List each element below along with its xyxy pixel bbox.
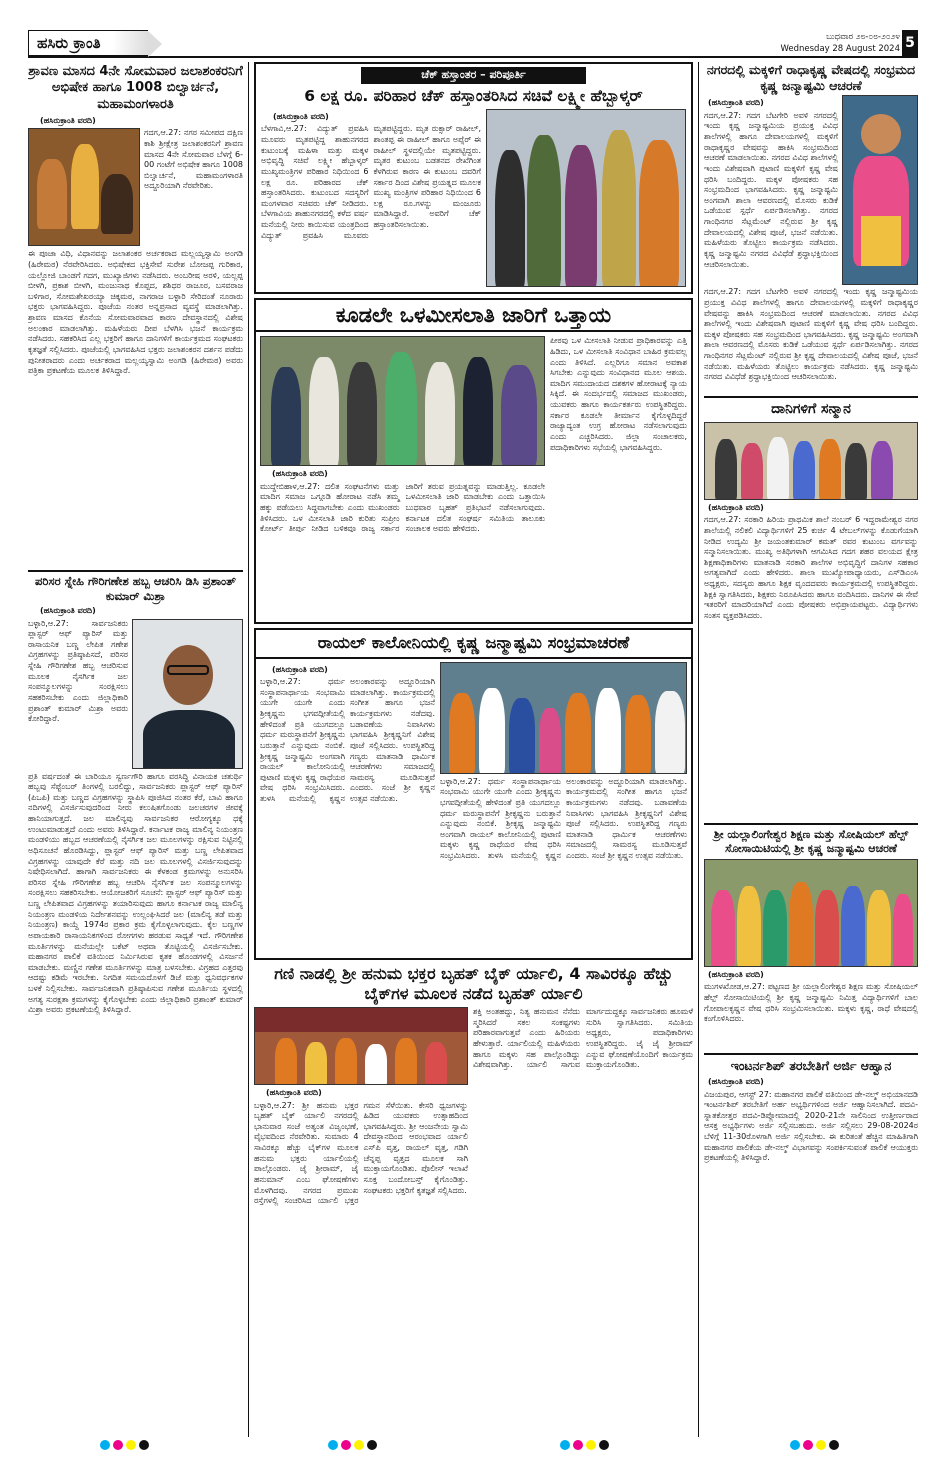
article-body: ಬಳ್ಳಾರಿ,ಆ.27: ಸಾರ್ವಜನಿಕರು ಪ್ಲಾಸ್ಟರ್ ಆಫ್ ಪ್ಯಾರಿಸ್ ಮತ್ತು ರಾಸಾಯನಿಕ ಬಣ್ಣ ಲೇಪಿತ ಗಣೇಶ ವಿಗ್ರಹಗಳನ್ನು ಪ್ರತಿಷ್ಠಾಪಿಸದೆ, ಪರಿಸರ ಸ್ನೇಹಿ ಗೌರಿಗಣೇಶ ಹಬ್ಬ ಆಚರಿಸುವ ಮೂಲಕ ನೈಸರ್ಗಿಕ ಜಲ ಸಂಪನ್ಮೂಲಗಳನ್ನು ಸಂರಕ್ಷಿಸಲು ಸಹಕರಿಸಬೇಕು ಎಂದು ಜಿಲ್ಲಾಧಿಕಾರಿ ಪ್ರಶಾಂತ್ ಕುಮಾರ್ ಮಿಶ್ರಾ ಅವರು ಕೋರಿದ್ದಾರೆ. [28,618,128,724]
children-costume-photo [704,859,918,967]
column-right [704,62,918,1437]
column-center [254,62,693,1437]
article-box-cheque [254,62,693,294]
article-box-reservation [254,298,693,624]
registration-marks [328,1440,377,1450]
headline-cheque: 6 ಲಕ್ಷ ರೂ. ಪರಿಹಾರ ಚೆಕ್ ಹಸ್ತಾಂತರಿಸಿದ ಸಚಿವೆ ಲಕ್ಷ್ಮೀ ಹೆಬ್ಬಾಳ್ಕರ್ [304,86,643,105]
byline: (ಹಸಿರುಕ್ರಾಂತಿ ವರದಿ) [708,98,764,108]
date-block [780,31,900,55]
article-body: ಪ್ರತಿ ವರ್ಷದಂತೆ ಈ ಬಾರಿಯೂ ಸ್ವರ್ಣಗೌರಿ ಹಾಗೂ ವರಸಿದ್ಧಿ ವಿನಾಯಕ ಚತುರ್ಥಿ ಹಬ್ಬವು ಸೆಪ್ಟೆಂಬರ್ ತಿಂಗಳಲ್ಲಿ ಬರಲಿದ್ದು, ಸಾರ್ವಜನಿಕರು ಪ್ಲಾಸ್ಟರ್ ಆಫ್ ಪ್ಯಾರಿಸ್ (ಪಿಒಪಿ) ಮತ್ತು ಬಣ್ಣದ ವಿಗ್ರಹಗಳನ್ನು ಸ್ಥಾಪಿಸಿ ಪೂಜಿಸಿದ ನಂತರ ಕೆರೆ, ಬಾವಿ ಹಾಗೂ ನದಿಗಳಲ್ಲಿ ವಿಸರ್ಜಿಸುವುದರಿಂದ ನೀರು ಕಲುಷಿತಗೊಂಡು ಜಲಚರಗಳ ಜೀವಕ್ಕೆ ಹಾನಿಯಾಗುತ್ತದೆ. ಜಲ ಮಾಲಿನ್ಯವು ಸಾರ್ವಜನಿಕರ ಆರೋಗ್ಯಕ್ಕೂ ಧಕ್ಕೆ ಉಂಟುಮಾಡುತ್ತದೆ ಎಂದು ಅವರು ತಿಳಿಸಿದ್ದಾರೆ. ಕರ್ನಾಟಕ ರಾಜ್ಯ ಮಾಲಿನ್ಯ ನಿಯಂತ್ರಣ ಮಂಡಳಿಯು ಹಬ್ಬದ ಆಚರಣೆಯಲ್ಲಿ ನೈಸರ್ಗಿಕ ಜಲ ಮೂಲಗಳನ್ನು ರಕ್ಷಿಸುವ ನಿಟ್ಟಿನಲ್ಲಿ ಅಧಿಸೂಚನೆ ಹೊರಡಿಸಿದ್ದು, ಪ್ಲಾಸ್ಟರ್ ಆಫ್ ಪ್ಯಾರಿಸ್ ಮತ್ತು ಬಣ್ಣ ಲೇಪಿತವಾದ ವಿಗ್ರಹಗಳನ್ನು ಯಾವುದೇ ಕೆರೆ ಮತ್ತು ನದಿ ಜಲ ಮೂಲಗಳಲ್ಲಿ ವಿಸರ್ಜಿಸುವುದನ್ನು ನಿಷೇಧಿಸಲಾಗಿದೆ. ಹಾಗಾಗಿ ಸಾರ್ವಜನಿಕರು ಈ ಕೆಳಕಂಡ ಕ್ರಮಗಳನ್ನು ಅನುಸರಿಸಿ ಪರಿಸರ ಸ್ನೇಹಿ ಗೌರಿಗಣೇಶ ಹಬ್ಬ ಆಚರಿಸಿ ನೈಸರ್ಗಿಕ ಜಲ ಸಂಪನ್ಮೂಲಗಳನ್ನು ಸಂರಕ್ಷಿಸಲು ಸಹಕರಿಸಬೇಕು. ಆಯೋಜಕರಿಗೆ ಸೂಚನೆ: ಪ್ಲಾಸ್ಟರ್ ಆಫ್ ಪ್ಯಾರಿಸ್ ಮತ್ತು ಬಣ್ಣ ಲೇಪಿತವಾದ ವಿಗ್ರಹಗಳನ್ನು ತಯಾರಿಸುವುದು ಹಾಗೂ ಕರ್ನಾಟಕ ರಾಜ್ಯ ಮಾಲಿನ್ಯ ನಿಯಂತ್ರಣ ಮಂಡಳಿಯ ನಿರ್ದೇಶನವನ್ನು ಉಲ್ಲಂಘಿಸಿದರೆ ಜಲ (ಮಾಲಿನ್ಯ ತಡೆ ಮತ್ತು ನಿಯಂತ್ರಣ) ಕಾಯ್ದೆ 1974ರ ಪ್ರಕಾರ ಕ್ರಮ ಕೈಗೊಳ್ಳಲಾಗುವುದು. ಕೈಲ ಬಣ್ಣಗಳ ಅಪಾಯಕಾರಿ ರಾಸಾಯನಿಕಗಳಿಂದ ರೋಗಗಳು ಹರಡುವ ಸಾಧ್ಯತೆ ಇದೆ. ಗೌರಿಗಣೇಶ ಮೂರ್ತಿಗಳನ್ನು ಮನೆಯಲ್ಲೇ ಬಕೆಟ್ ಅಥವಾ ತೊಟ್ಟಿಯಲ್ಲಿ ವಿಸರ್ಜಿಸಬೇಕು. ಮಹಾನಗರ ಪಾಲಿಕೆ ವತಿಯಿಂದ ನಿರ್ಮಿಸಿರುವ ಕೃತಕ ಹೊಂಡಗಳಲ್ಲಿ ವಿಸರ್ಜನೆ ಮಾಡಬೇಕು. ಮಣ್ಣಿನ ಗಣೇಶ ಮೂರ್ತಿಗಳನ್ನು ಮಾತ್ರ ಬಳಸಬೇಕು. ವಿಗ್ರಹದ ಎತ್ತರವು ಆದಷ್ಟು ಕಡಿಮೆ ಇರಬೇಕು. ನಿಗದಿತ ಸಮಯದೊಳಗೆ ಡಿಜೆ ಮತ್ತು ಧ್ವನಿವರ್ಧಕಗಳ ಬಳಕೆ ನಿಲ್ಲಿಸಬೇಕು. ಸಾರ್ವಜನಿಕವಾಗಿ ಪ್ರತಿಷ್ಠಾಪಿಸುವ ಗಣೇಶ ಮೂರ್ತಿಯ ಸ್ಥಳದಲ್ಲಿ ಅಗತ್ಯ ಸುರಕ್ಷತಾ ಕ್ರಮಗಳನ್ನು ಕೈಗೊಳ್ಳಬೇಕು ಎಂದು ಜಿಲ್ಲಾಧಿಕಾರಿ ಪ್ರಶಾಂತ್ ಕುಮಾರ್ ಮಿಶ್ರಾ ಅವರು ಪ್ರಕಟಣೆಯಲ್ಲಿ ತಿಳಿಸಿದ್ದಾರೆ. [28,771,243,1015]
headline-donors: ದಾನಿಗಳಿಗೆ ಸನ್ಮಾನ [771,401,851,418]
dc-portrait-photo [132,619,243,769]
article-body: ವಿಜಯಪುರ, ಆಗಸ್ಟ್ 27: ಮಹಾನಗರ ಪಾಲಿಕೆ ವತಿಯಿಂದ ಡೇ-ನಲ್ಮ್ ಅಭಿಯಾನದಡಿ ಇಂಟರ್ನಶಿಪ್ ತರಬೇತಿಗೆ ಅರ್ಹ ಅಭ್ಯರ್ಥಿಗಳಿಂದ ಅರ್ಜಿ ಆಹ್ವಾನಿಸಲಾಗಿದೆ. ಪದವಿ-ಸ್ನಾತಕೋತ್ತರ ಪದವಿ-ಡಿಪ್ಲೋಮಾದಲ್ಲಿ 2020-21ನೇ ಸಾಲಿನಿಂದ ಉತ್ತೀರ್ಣರಾದ ಆಸಕ್ತ ಅಭ್ಯರ್ಥಿಗಳು ಅರ್ಜಿ ಸಲ್ಲಿಸಬಹುದು. ಅರ್ಜಿ ಸಲ್ಲಿಸಲು 29-08-2024ರ ಬೆಳಿಗ್ಗೆ 11-30ರೊಳಗಾಗಿ ಅರ್ಜಿ ಸಲ್ಲಿಸಬೇಕು. ಈ ಕುರಿತಂತೆ ಹೆಚ್ಚಿನ ಮಾಹಿತಿಗಾಗಿ ಮಹಾನಗರ ಪಾಲಿಕೆಯ ಡೇ-ನಲ್ಮ್ ವಿಭಾಗವನ್ನು ಸಂಪರ್ಕಿಸುವಂತೆ ಪಾಲಿಕೆ ಆಯುಕ್ತರು ಪ್ರಕಟಣೆಯಲ್ಲಿ ತಿಳಿಸಿದ್ದಾರೆ. [704,1089,918,1163]
kicker: ಚೆಕ್ ಹಸ್ತಾಂತರ – ಪರಿಪೂರ್ತಿ [361,67,586,84]
article-body: ಗದಗ,ಆ.27: ನಗರ ಸಮೀಪದ ದಕ್ಷಿಣ ಕಾಶಿ ಶ್ರೀಕ್ಷೇತ್ರ ಜಲಾಶಂಕರನಿಗೆ ಶ್ರಾವಣ ಮಾಸದ 4ನೇ ಸೋಮವಾರ ಬೆಳಗ್ಗೆ 6-00 ಗಂಟೆಗೆ ಅಭಿಷೇಕ ಹಾಗೂ 1008 ಬಿಲ್ವಾರ್ಚನೆ, ಮಹಾಮಂಗಳಾರತಿ ಅದ್ದೂರಿಯಾಗಿ ನೆರವೇರಿತು. [144,128,243,191]
donors-felicitation-photo [704,422,918,500]
registration-marks [100,1440,149,1450]
article-body: ಗದಗ,ಆ.27: ಗದಗ ಬೆಟಗೇರಿ ಅವಳಿ ನಗರದಲ್ಲಿ ಇಂದು ಕೃಷ್ಣ ಜನ್ಮಾಷ್ಟಮಿಯ ಪ್ರಯುಕ್ತ ವಿವಿಧ ಶಾಲೆಗಳಲ್ಲಿ ಹಾಗೂ ದೇವಾಲಯಗಳಲ್ಲಿ ಮಕ್ಕಳಿಗೆ ರಾಧಾಕೃಷ್ಣರ ವೇಷವನ್ನು ಹಾಕಿಸಿ ಸಂಭ್ರಮದಿಂದ ಆಚರಣೆ ಮಾಡಲಾಯಿತು. ನಗರದ ವಿವಿಧ ಶಾಲೆಗಳಲ್ಲಿ ಇಂದು ವಿಶೇಷವಾಗಿ ಪುಟಾಣಿ ಮಕ್ಕಳಿಗೆ ಕೃಷ್ಣ ವೇಷ ಧರಿಸಿ ಬಂದಿದ್ದರು. ಮಕ್ಕಳ ಪೋಷಕರು ಸಹ ಸಂಭ್ರಮದಿಂದ ಭಾಗವಹಿಸಿದರು. ಕೃಷ್ಣ ಜನ್ಮಾಷ್ಟಮಿ ಅಂಗವಾಗಿ ಶಾಲಾ ಆವರಣದಲ್ಲಿ ಮೊಸರು ಕುಡಿಕೆ ಒಡೆಯುವ ಸ್ಪರ್ಧೆ ಏರ್ಪಡಿಸಲಾಗಿತ್ತು. ನಗರದ ಗಾಂಧಿನಗರ ಸೆಟ್ಲಮೆಂಟ್ ನಲ್ಲಿರುವ ಶ್ರೀ ಕೃಷ್ಣ ದೇವಾಲಯದಲ್ಲಿ ವಿಶೇಷ ಪೂಜೆ, ಭಜನೆ ನಡೆಯಿತು. ಮಹಿಳೆಯರು ತೊಟ್ಟಿಲು ಕಾರ್ಯಕ್ರಮ ನಡೆಸಿದರು. ಕೃಷ್ಣ ಜನ್ಮಾಷ್ಟಮಿ ನಗರದ ವಿವಿಧೆಡೆ ಶ್ರದ್ಧಾಭಕ್ತಿಯಿಂದ ಆಚರಿಸಲಾಯಿತು. [704,287,918,382]
date-kannada: ಬುಧವಾರ ೨೮-೦೮-೨೦೨೪ [826,32,900,42]
column-rule [248,62,249,1437]
headline-eco-ganesha: ಪರಿಸರ ಸ್ನೇಹಿ ಗೌರಿಗಣೇಶ ಹಬ್ಬ ಆಚರಿಸಿ ಡಿಸಿ ಪ್ರಶಾಂತ್ ಕುಮಾರ್ ಮಿಶ್ರಾ [35,574,236,603]
article-body: ಪೀಠವು ಒಳ ಮೀಸಲಾತಿ ನೀಡುವ ಪ್ರಾಧಿಕಾರವನ್ನು ಎತ್ತಿ ಹಿಡಿದು, ಒಳ ಮೀಸಲಾತಿ ಸಂವಿಧಾನ ಬಾಹಿರ ಕ್ರಮವಲ್ಲ ಎಂದು ತಿಳಿಸಿದೆ. ಎಲ್ಲರಿಗೂ ಸಮಾನ ಅವಕಾಶ ಸಿಗಬೇಕು ಎನ್ನುವುದು ಸಂವಿಧಾನದ ಮೂಲ ಆಶಯ. ಮಾದಿಗ ಸಮುದಾಯದ ದಶಕಗಳ ಹೋರಾಟಕ್ಕೆ ನ್ಯಾಯ ಸಿಕ್ಕಿದೆ. ಈ ಸಂದರ್ಭದಲ್ಲಿ ಸಮಾಜದ ಮುಖಂಡರು, ಯುವಕರು ಹಾಗೂ ಕಾರ್ಯಕರ್ತರು ಉಪಸ್ಥಿತರಿದ್ದರು. ಸರ್ಕಾರ ಕೂಡಲೇ ತೀರ್ಮಾನ ಕೈಗೊಳ್ಳದಿದ್ದರೆ ರಾಜ್ಯಾದ್ಯಂತ ಉಗ್ರ ಹೋರಾಟ ನಡೆಸಲಾಗುವುದು ಎಂದು ಎಚ್ಚರಿಸಿದರು. ಜಿಲ್ಲಾ ಸಂಚಾಲಕರು, ಪದಾಧಿಕಾರಿಗಳು ಸಭೆಯಲ್ಲಿ ಭಾಗವಹಿಸಿದ್ದರು. [550,336,687,452]
krishna-costume-photo [842,95,918,285]
article-body: ಬೆಳಗಾವಿ,ಆ.27: ವಿದ್ಯುತ್ ಪ್ರವಹಿಸಿ ಮೂವರು ಮೃತಪಟ್ಟಿದ್ದ ಶಾಹುನಗರದ ಕುಟುಂಬಕ್ಕೆ ಮಹಿಳಾ ಮತ್ತು ಮಕ್ಕಳ ಅಭಿವೃದ್ಧಿ ಸಚಿವೆ ಲಕ್ಷ್ಮೀ ಹೆಬ್ಬಾಳ್ಕರ್ ಮುಖ್ಯಮಂತ್ರಿಗಳ ಪರಿಹಾರ ನಿಧಿಯಿಂದ 6 ಲಕ್ಷ ರೂ. ಪರಿಹಾರದ ಚೆಕ್ ಹಸ್ತಾಂತರಿಸಿದರು. ಕುಟುಂಬದ ಸದಸ್ಯರಿಗೆ ಮಂಗಳವಾರ ಸಚಿವರು ಚೆಕ್ ನೀಡಿದರು. ಬೆಳಗಾವಿಯ ಶಾಹುನಗರದಲ್ಲಿ ಕಳೆದ ವರ್ಷ ಮನೆಯಲ್ಲಿ ನೀರು ಕಾಯಿಸುವ ಯಂತ್ರದಿಂದ ವಿದ್ಯುತ್ ಪ್ರವಹಿಸಿ ಮೂವರು ಮೃತಪಟ್ಟಿದ್ದರು. ಮೃತ ರುಕ್ಸಾರ್ ರಾಹೀಲ್, ಶಾಂತಪ್ಪ ಈ ರಾಹೀಲ್ ಹಾಗೂ ಅಪ್ಸೆರ್ ಈ ರಾಹೀಲ್ ಸ್ಥಳದಲ್ಲಿಯೇ ಮೃತಪಟ್ಟಿದ್ದರು. ಮೃತರ ಕುಟುಂಬ ಬಡತನದ ರೇಖೆಗಿಂತ ಕೆಳಗಿರುವ ಕಾರಣ ಈ ಕುಟುಂಬ ದವರಿಗೆ ಸರ್ಕಾರ ದಿಂದ ವಿಶೇಷ ಪ್ರಯತ್ನದ ಮೂಲಕ ಮುಖ್ಯ ಮಂತ್ರಿಗಳ ಪರಿಹಾರ ನಿಧಿಯಿಂದ 6 ಲಕ್ಷ ರೂ.ಗಳನ್ನು ಮಂಜೂರು ಮಾಡಿಸಿದ್ದಾರೆ. ಅವರಿಗೆ ಚೆಕ್ ಹಸ್ತಾಂತರಿಸಲಾಯಿತು. [261,124,481,240]
page-number: 5 [902,30,918,56]
protest-group-photo [260,336,545,466]
headline-bike-rally: ಗಣಿ ನಾಡಲ್ಲಿ ಶ್ರೀ ಹನುಮ ಭಕ್ತರ ಬೃಹತ್ ಬೈಕ್ ರ್ಯಾಲಿ, 4 ಸಾವಿರಕ್ಕೂ ಹೆಚ್ಚು ಬೈಕ್‌ಗಳ ಮೂಲಕ ನಡೆದ ಬೃಹತ್ ರ್ಯಾಲಿ [274,964,673,1003]
article-body: ಈ ಪೂಜಾ ವಿಧಿ, ವಿಧಾನವನ್ನು ಜಲಾಶಂಕರ ಅರ್ಚಕರಾದ ಮಲ್ಲಯ್ಯಸ್ವಾಮಿ ಅಂಗಡಿ (ಹಿರೇಮಠ) ನೆರವೇರಿಸಿದರು. ಅಭಿಷೇಕದ ಭಕ್ತಿಸೇವೆ ಸುರೇಶ ಬೋಜಪ್ಪ ಗುರಿಕಾರ, ಯಲ್ಲೋಜಿ ಬಾಂಡಗೆ ಗದಗ, ಮುಖ್ಯಾಜಿಗಳು ನಡೆಸಿದರು. ಅಂಬರೀಷ ಅರಳಿ, ಯಲ್ಲಪ್ಪ ಬೀಳಗಿ, ಪ್ರಕಾಶ ಬೀಳಗಿ, ಮಂಜುನಾಥ ಕೊಪ್ಪದ, ಶಶಿಧರ ರಾಜೂರ, ಬಸವರಾಜ ಬಳಿಗಾರ, ಸೋಮಶೇಖರಯ್ಯಾ ಚಿಕ್ಕಮಠ, ನಾಗರಾಜ ಬಳ್ಳಾರಿ ಸೇರಿದಂತೆ ನೂರಾರು ಭಕ್ತರು ಭಾಗವಹಿಸಿದ್ದರು. ಪೂಜೆಯ ನಂತರ ಅನ್ನಪ್ರಸಾದ ವ್ಯವಸ್ಥೆ ಮಾಡಲಾಗಿತ್ತು. ಶ್ರಾವಣ ಮಾಸದ ಕೊನೆಯ ಸೋಮವಾರವಾದ ಕಾರಣ ದೇವಸ್ಥಾನದಲ್ಲಿ ವಿಶೇಷ ಅಲಂಕಾರ ಮಾಡಲಾಗಿತ್ತು. ಮಹಿಳೆಯರು ದೀಪ ಬೆಳಗಿಸಿ ಭಜನೆ ಕಾರ್ಯಕ್ರಮ ನಡೆಸಿದರು. ಸಹಕರಿಸಿದ ಎಲ್ಲ ಭಕ್ತರಿಗೆ ಹಾಗೂ ದಾನಿಗಳಿಗೆ ಕಾರ್ಯಕ್ರಮದ ಸಂಘಟಕರು ಕೃತಜ್ಞತೆ ಸಲ್ಲಿಸಿದರು. ಪೂಜೆಯಲ್ಲಿ ಭಾಗವಹಿಸಿದ ಭಕ್ತರು ಜಲಾಶಂಕರನ ದರ್ಶನ ಪಡೆದು ಪುನೀತರಾದರು ಎಂದು ಅರ್ಚಕರಾದ ಮಲ್ಲಯ್ಯಸ್ವಾಮಿ ಅಂಗಡಿ (ಹಿರೇಮಠ) ಅವರು ಪತ್ರಿಕಾ ಪ್ರಕಟಣೆಯ ಮೂಲಕ ತಿಳಿಸಿದ್ದಾರೆ. [28,249,243,376]
byline: (ಹಸಿರುಕ್ರಾಂತಿ ವರದಿ) [708,502,764,512]
byline: (ಹಸಿರುಕ್ರಾಂತಿ ವರದಿ) [708,1076,764,1086]
cheque-handover-photo [486,109,686,287]
headline-internship: ಇಂಟರ್ನಶಿಪ್ ತರಬೇತಿಗೆ ಅರ್ಜಿ ಆಹ್ವಾನ [730,1058,892,1074]
article-bike-rally [254,964,693,1353]
article-body: ಗದಗ,ಆ.27: ಗದಗ ಬೆಟಗೇರಿ ಅವಳಿ ನಗರದಲ್ಲಿ ಇಂದು ಕೃಷ್ಣ ಜನ್ಮಾಷ್ಟಮಿಯ ಪ್ರಯುಕ್ತ ವಿವಿಧ ಶಾಲೆಗಳಲ್ಲಿ ಹಾಗೂ ದೇವಾಲಯಗಳಲ್ಲಿ ಮಕ್ಕಳಿಗೆ ರಾಧಾಕೃಷ್ಣರ ವೇಷವನ್ನು ಹಾಕಿಸಿ ಸಂಭ್ರಮದಿಂದ ಆಚರಣೆ ಮಾಡಲಾಯಿತು. ನಗರದ ವಿವಿಧ ಶಾಲೆಗಳಲ್ಲಿ ಇಂದು ವಿಶೇಷವಾಗಿ ಪುಟಾಣಿ ಮಕ್ಕಳಿಗೆ ಕೃಷ್ಣ ವೇಷ ಧರಿಸಿ ಬಂದಿದ್ದರು. ಮಕ್ಕಳ ಪೋಷಕರು ಸಹ ಸಂಭ್ರಮದಿಂದ ಭಾಗವಹಿಸಿದರು. ಕೃಷ್ಣ ಜನ್ಮಾಷ್ಟಮಿ ಅಂಗವಾಗಿ ಶಾಲಾ ಆವರಣದಲ್ಲಿ ಮೊಸರು ಕುಡಿಕೆ ಒಡೆಯುವ ಸ್ಪರ್ಧೆ ಏರ್ಪಡಿಸಲಾಗಿತ್ತು. ನಗರದ ಗಾಂಧಿನಗರ ಸೆಟ್ಲಮೆಂಟ್ ನಲ್ಲಿರುವ ಶ್ರೀ ಕೃಷ್ಣ ದೇವಾಲಯದಲ್ಲಿ ವಿಶೇಷ ಪೂಜೆ, ಭಜನೆ ನಡೆಯಿತು. ಮಹಿಳೆಯರು ತೊಟ್ಟಿಲು ಕಾರ್ಯಕ್ರಮ ನಡೆಸಿದರು. ಕೃಷ್ಣ ಜನ್ಮಾಷ್ಟಮಿ ನಗರದ ವಿವಿಧೆಡೆ ಶ್ರದ್ಧಾಭಕ್ತಿಯಿಂದ ಆಚರಿಸಲಾಯಿತು. [704,110,838,269]
byline: (ಹಸಿರುಕ್ರಾಂತಿ ವರದಿ) [272,469,328,479]
byline: (ಹಸಿರುಕ್ರಾಂತಿ ವರದಿ) [40,115,96,125]
headline-reservation: ಕೂಡಲೇ ಒಳಮೀಸಲಾತಿ ಜಾರಿಗೆ ಒತ್ತಾಯ [256,300,691,332]
headline-royal-colony: ರಾಯಲ್ ಕಾಲೋನಿಯಲ್ಲಿ ಕೃಷ್ಣ ಜನ್ಮಾಷ್ಟಮಿ ಸಂಭ್ರಮಾಚರಣೆ [256,630,691,659]
article-box-janmashtami [254,628,693,960]
column-left [28,62,243,1437]
temple-photo [28,128,140,246]
byline: (ಹಸಿರುಕ್ರಾಂತಿ ವರದಿ) [266,1088,322,1097]
byline: (ಹಸಿರುಕ್ರಾಂತಿ ವರದಿ) [272,664,328,674]
article-body: ಮುಗಳಖೋಡ,ಆ.27: ಪಟ್ಟಣದ ಶ್ರೀ ಯಲ್ಲಾಲಿಂಗೇಶ್ವರ ಶಿಕ್ಷಣ ಮತ್ತು ಸೋಷಿಯಲ್ ಹೆಲ್ಪ್ ಸೋಸಾಯಿಟಿಯಲ್ಲಿ ಶ್ರೀ ಕೃಷ್ಣ ಜನ್ಮಾಷ್ಟಮಿ ನಿಮಿತ್ತ ವಿದ್ಯಾರ್ಥಿಗಳಿಗೆ ಬಾಲ ಗೋಪಾಲಕೃಷ್ಣನ ವೇಷ ಧರಿಸಿ ಸಂಭ್ರಮಿಸಲಾಯಿತು. ಮಕ್ಕಳು ಕೃಷ್ಣ, ರಾಧೆ ವೇಷದಲ್ಲಿ ಕಂಗೊಳಿಸಿದರು. [704,982,918,1024]
janmashtami-group-photo [440,662,687,774]
byline: (ಹಸಿರುಕ್ರಾಂತಿ ವರದಿ) [40,606,96,616]
article-body: ಬಳ್ಳಾರಿ,ಆ.27: ಶ್ರೀ ಹನುಮ ಭಕ್ತರ ಬೃಹತ್ ಬೈಕ್ ರ್ಯಾಲಿ ನಗರದಲ್ಲಿ ಭಾನುವಾರ ಸಂಜೆ ಅತ್ಯಂತ ವಿಜೃಂಭಣೆ, ವೈಭವದಿಂದ ನೆರವೇರಿತು. ಸುಮಾರು 4 ಸಾವಿರಕ್ಕೂ ಹೆಚ್ಚು ಬೈಕ್‌ಗಳ ಮೂಲಕ ಹನುಮ ಭಕ್ತರು ರ್ಯಾಲಿಯಲ್ಲಿ ಪಾಲ್ಗೊಂಡರು. ಜೈ ಶ್ರೀರಾಮ್, ಜೈ ಹನುಮಾನ್ ಎಂಬ ಘೋಷಣೆಗಳು ಮೊಳಗಿದವು. ನಗರದ ಪ್ರಮುಖ ರಸ್ತೆಗಳಲ್ಲಿ ಸಂಚರಿಸಿದ ರ್ಯಾಲಿ ಭಕ್ತರ ಗಮನ ಸೆಳೆಯಿತು. ಕೇಸರಿ ಧ್ವಜಗಳನ್ನು ಹಿಡಿದ ಯುವಕರು ಉತ್ಸಾಹದಿಂದ ಭಾಗವಹಿಸಿದ್ದರು. ಶ್ರೀ ಆಂಜನೇಯ ಸ್ವಾಮಿ ದೇವಸ್ಥಾನದಿಂದ ಆರಂಭವಾದ ರ್ಯಾಲಿ ಎಸ್‌ಪಿ ವೃತ್ತ, ರಾಯಲ್ ವೃತ್ತ, ಗಡಿಗಿ ಚೆನ್ನಪ್ಪ ವೃತ್ತದ ಮೂಲಕ ಸಾಗಿ ಮುಕ್ತಾಯಗೊಂಡಿತು. ಪೊಲೀಸ್ ಇಲಾಖೆ ಸೂಕ್ತ ಬಂದೋಬಸ್ತ್ ಕೈಗೊಂಡಿತ್ತು. ಸಂಘಟಕರು ಭಕ್ತರಿಗೆ ಕೃತಜ್ಞತೆ ಸಲ್ಲಿಸಿದರು. [254,1100,468,1206]
registration-marks [790,1440,839,1450]
page-header [28,30,918,58]
registration-marks [560,1440,609,1450]
article-body: ಗದಗ,ಆ.27: ಸರಕಾರಿ ಹಿರಿಯ ಪ್ರಾಥಮಿಕ ಶಾಲೆ ನಂಬರ್ 6 ಇದ್ದರಾಮೇಶ್ವರ ನಗರ ಶಾಲೆಯಲ್ಲಿ ನಲಿಕಲಿ ವಿದ್ಯಾರ್ಥಿಗಳಿಗೆ 25 ಕುರ್ಚಿ 4 ಟೇಬಲ್‌ಗಳನ್ನು ಕೊಡುಗೆಯಾಗಿ ನೀಡಿದ ಉದ್ಯಮಿ ಶ್ರೀ ಜಯಂತಕುಮಾರ್ ಕಮತ್ ರವರ ಕುಟುಂಬ ವರ್ಗವನ್ನು ಸನ್ಮಾನಿಸಲಾಯಿತು. ಮುಖ್ಯ ಅತಿಥಿಗಳಾಗಿ ಆಗಮಿಸಿದ ಗದಗ ಶಹರ ವಲಯದ ಕ್ಷೇತ್ರ ಶಿಕ್ಷಣಾಧಿಕಾರಿಗಳು ಮಾತನಾಡಿ ಸರಕಾರಿ ಶಾಲೆಗಳ ಅಭಿವೃದ್ಧಿಗೆ ದಾನಿಗಳ ಸಹಕಾರ ಅಗತ್ಯವಾಗಿದೆ ಎಂದು ಹೇಳಿದರು. ಶಾಲಾ ಮುಖ್ಯೋಪಾಧ್ಯಾಯರು, ಎಸ್‌ಡಿಎಂಸಿ ಅಧ್ಯಕ್ಷರು, ಸದಸ್ಯರು ಹಾಗೂ ಶಿಕ್ಷಕ ವೃಂದದವರು ಕಾರ್ಯಕ್ರಮದಲ್ಲಿ ಉಪಸ್ಥಿತರಿದ್ದರು. ಶಿಕ್ಷಕಿ ಸ್ವಾಗತಿಸಿದರು, ಶಿಕ್ಷಕರು ನಿರೂಪಿಸಿದರು ಹಾಗೂ ವಂದಿಸಿದರು. ದಾನಿಗಳ ಈ ಸೇವೆ ಇತರರಿಗೆ ಮಾದರಿಯಾಗಿದೆ ಎಂದು ಪೋಷಕರು ಅಭಿಪ್ರಾಯಪಟ್ಟರು. ವಿದ್ಯಾರ್ಥಿಗಳು ಸಂತಸ ವ್ಯಕ್ತಪಡಿಸಿದರು. [704,515,918,620]
article-body: ಬಳ್ಳಾರಿ,ಆ.27: ಧರ್ಮ ಸಂಸ್ಥಾಪನಾರ್ಥಾಯ ಸಂಭವಾಮಿ ಯುಗೇ ಯುಗೇ ಎಂದು ಶ್ರೀಕೃಷ್ಣನು ಭಗವದ್ಗೀತೆಯಲ್ಲಿ ಹೇಳಿದಂತೆ ಪ್ರತಿ ಯುಗದಲ್ಲೂ ಧರ್ಮ ಮರುಸ್ಥಾಪನೆಗೆ ಶ್ರೀಕೃಷ್ಣನು ಬರುತ್ತಾನೆ ಎನ್ನುವುದು ನಂಬಿಕೆ. ಶ್ರೀಕೃಷ್ಣ ಜನ್ಮಾಷ್ಟಮಿ ಅಂಗವಾಗಿ ರಾಯಲ್ ಕಾಲೋನಿಯಲ್ಲಿ ಪುಟಾಣಿ ಮಕ್ಕಳು ಕೃಷ್ಣ ರಾಧೆಯರ ವೇಷ ಧರಿಸಿ ಸಂಭ್ರಮಿಸಿದರು. ತುಳಸಿ ಮನೆಯಲ್ಲಿ ಕೃಷ್ಣನ ಅಲಂಕಾರವನ್ನು ಅದ್ದೂರಿಯಾಗಿ ಮಾಡಲಾಗಿತ್ತು. ಕಾರ್ಯಕ್ರಮದಲ್ಲಿ ಸಂಗೀತ ಹಾಗೂ ಭಜನೆ ಕಾರ್ಯಕ್ರಮಗಳು ನಡೆದವು. ಬಡಾವಣೆಯ ನಿವಾಸಿಗಳು ಭಾಗವಹಿಸಿ ಶ್ರೀಕೃಷ್ಣನಿಗೆ ವಿಶೇಷ ಪೂಜೆ ಸಲ್ಲಿಸಿದರು. ಉಪಸ್ಥಿತರಿದ್ದ ಗಣ್ಯರು ಮಾತನಾಡಿ ಧಾರ್ಮಿಕ ಆಚರಣೆಗಳು ಸಮಾಜದಲ್ಲಿ ಸಾಮರಸ್ಯ ಮೂಡಿಸುತ್ತವೆ ಎಂದರು. ಸಂಜೆ ಶ್ರೀ ಕೃಷ್ಣನ ಉತ್ಸವ ನಡೆಯಿತು. [260,677,435,804]
date-english: Wednesday 28 August 2024 [780,44,900,54]
column-rule [698,62,699,1437]
article-body: ಶಕ್ತಿ ಅಂತಹದ್ದು, ನಿತ್ಯ ಹನುಮನ ನೆನೆದು ಸ್ಮರಿಸಿದರೆ ಸಕಲ ಸಂಕಷ್ಟಗಳು ಪರಿಹಾರವಾಗುತ್ತವೆ ಎಂದು ಹಿರಿಯರು ಹೇಳುತ್ತಾರೆ. ರ್ಯಾಲಿಯಲ್ಲಿ ಮಹಿಳೆಯರು ಹಾಗೂ ಮಕ್ಕಳು ಸಹ ಪಾಲ್ಗೊಂಡಿದ್ದು ವಿಶೇಷವಾಗಿತ್ತು. ರ್ಯಾಲಿ ಸಾಗುವ ಮಾರ್ಗದುದ್ದಕ್ಕೂ ಸಾರ್ವಜನಿಕರು ಹೂಮಳೆ ಸುರಿಸಿ ಸ್ವಾಗತಿಸಿದರು. ಸಮಿತಿಯ ಅಧ್ಯಕ್ಷರು, ಪದಾಧಿಕಾರಿಗಳು ಉಪಸ್ಥಿತರಿದ್ದರು. ಜೈ ಜೈ ಶ್ರೀರಾಮ್ ಎನ್ನುವ ಘೋಷಣೆಯೊಂದಿಗೆ ಕಾರ್ಯಕ್ರಮ ಮುಕ್ತಾಯಗೊಂಡಿತು. [473,1007,693,1070]
rally-stage-photo [254,1007,468,1085]
byline: (ಹಸಿರುಕ್ರಾಂತಿ ವರದಿ) [273,111,329,121]
headline-yallalingeshwara: ಶ್ರೀ ಯಲ್ಲಾಲಿಂಗೇಶ್ವರ ಶಿಕ್ಷಣ ಮತ್ತು ಸೋಷಿಯಲ್ ಹೆಲ್ಪ್ ಸೋಸಾಯಿಟಿಯಲ್ಲಿ ಶ್ರೀ ಕೃಷ್ಣ ಜನ್ಮಾಷ್ಟಮಿ ಆಚರಣೆ [713,828,909,856]
headline-radha-krishna: ನಗರದಲ್ಲಿ ಮಕ್ಕಳಿಗೆ ರಾಧಾಕೃಷ್ಣ ವೇಷದಲ್ಲಿ ಸಂಭ್ರಮದ ಕೃಷ್ಣ ಜನ್ಮಾಷ್ಟಮಿ ಆಚರಣೆ [706,62,916,93]
article-body: ಮುದ್ದೇಬಿಹಾಳ,ಆ.27: ದಲಿತ ಸಂಘಟನೆಗಳು ಮತ್ತು ಮಾದಿಗ ಸಮಾಜ ಒಗ್ಗೂಡಿ ಹೋರಾಟ ನಡೆಸಿ ತಮ್ಮ ಹಕ್ಕು ಪಡೆಯಲು ಸಿದ್ಧವಾಗಬೇಕು ಎಂದು ಮುಖಂಡರು ತಿಳಿಸಿದರು. ಒಳ ಮೀಸಲಾತಿ ಜಾರಿ ಕುರಿತು ಸುಪ್ರೀಂ ಕೋರ್ಟ್ ತೀರ್ಪು ನೀಡಿದ ಬಳಿಕವೂ ರಾಜ್ಯ ಸರ್ಕಾರ ಜಾರಿಗೆ ತರುವ ಪ್ರಯತ್ನವನ್ನು ಮಾಡುತ್ತಿಲ್ಲ. ಕೂಡಲೇ ಒಳಮೀಸಲಾತಿ ಜಾರಿ ಮಾಡಬೇಕು ಎಂದು ಒತ್ತಾಯಿಸಿ ಬುಧವಾರ ಬೃಹತ್ ಪ್ರತಿಭಟನೆ ನಡೆಸಲಾಗುವುದು. ಕರ್ನಾಟಕ ದಲಿತ ಸಂಘರ್ಷ ಸಮಿತಿಯ ತಾಲೂಕು ಸಂಚಾಲಕ ಅವರು ಹೇಳಿದರು. [260,481,545,534]
article-body: ಬಳ್ಳಾರಿ,ಆ.27: ಧರ್ಮ ಸಂಸ್ಥಾಪನಾರ್ಥಾಯ ಸಂಭವಾಮಿ ಯುಗೇ ಯುಗೇ ಎಂದು ಶ್ರೀಕೃಷ್ಣನು ಭಗವದ್ಗೀತೆಯಲ್ಲಿ ಹೇಳಿದಂತೆ ಪ್ರತಿ ಯುಗದಲ್ಲೂ ಧರ್ಮ ಮರುಸ್ಥಾಪನೆಗೆ ಶ್ರೀಕೃಷ್ಣನು ಬರುತ್ತಾನೆ ಎನ್ನುವುದು ನಂಬಿಕೆ. ಶ್ರೀಕೃಷ್ಣ ಜನ್ಮಾಷ್ಟಮಿ ಅಂಗವಾಗಿ ರಾಯಲ್ ಕಾಲೋನಿಯಲ್ಲಿ ಪುಟಾಣಿ ಮಕ್ಕಳು ಕೃಷ್ಣ ರಾಧೆಯರ ವೇಷ ಧರಿಸಿ ಸಂಭ್ರಮಿಸಿದರು. ತುಳಸಿ ಮನೆಯಲ್ಲಿ ಕೃಷ್ಣನ ಅಲಂಕಾರವನ್ನು ಅದ್ದೂರಿಯಾಗಿ ಮಾಡಲಾಗಿತ್ತು. ಕಾರ್ಯಕ್ರಮದಲ್ಲಿ ಸಂಗೀತ ಹಾಗೂ ಭಜನೆ ಕಾರ್ಯಕ್ರಮಗಳು ನಡೆದವು. ಬಡಾವಣೆಯ ನಿವಾಸಿಗಳು ಭಾಗವಹಿಸಿ ಶ್ರೀಕೃಷ್ಣನಿಗೆ ವಿಶೇಷ ಪೂಜೆ ಸಲ್ಲಿಸಿದರು. ಉಪಸ್ಥಿತರಿದ್ದ ಗಣ್ಯರು ಮಾತನಾಡಿ ಧಾರ್ಮಿಕ ಆಚರಣೆಗಳು ಸಮಾಜದಲ್ಲಿ ಸಾಮರಸ್ಯ ಮೂಡಿಸುತ್ತವೆ ಎಂದರು. ಸಂಜೆ ಶ್ರೀ ಕೃಷ್ಣನ ಉತ್ಸವ ನಡೆಯಿತು. [440,776,687,860]
masthead: ಹಸಿರು ಕ್ರಾಂತಿ [28,30,148,56]
byline: (ಹಸಿರುಕ್ರಾಂತಿ ವರದಿ) [708,969,764,979]
headline-shravana: ಶ್ರಾವಣ ಮಾಸದ 4ನೇ ಸೋಮವಾರ ಜಲಾಶಂಕರನಿಗೆ ಅಭಿಷೇಕ ಹಾಗೂ 1008 ಬಿಲ್ವಾರ್ಚನೆ, ಮಹಾಮಂಗಳಾರತಿ [28,64,243,112]
